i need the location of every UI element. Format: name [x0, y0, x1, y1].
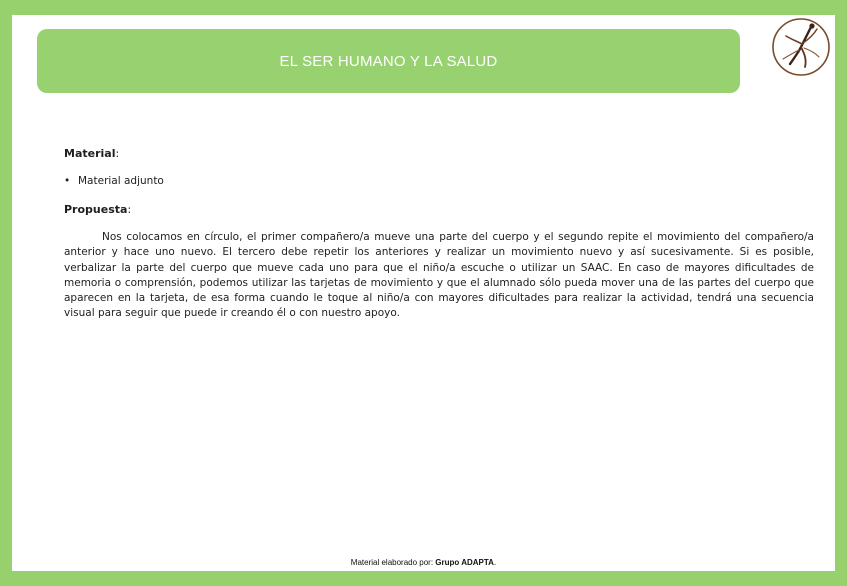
- title-banner: [37, 29, 740, 93]
- material-heading-colon: :: [115, 147, 120, 160]
- dancer-logo-icon: [771, 17, 831, 77]
- footer-suffix: .: [493, 558, 497, 567]
- footer-credit: [12, 558, 835, 567]
- propuesta-heading: [64, 203, 814, 216]
- document-page: [12, 15, 835, 571]
- propuesta-heading-colon: :: [127, 203, 132, 216]
- material-list: [64, 175, 814, 187]
- propuesta-paragraph: Nos colocamos en círculo, el primer compañero/a mueve una parte del cuerpo y el segundo repite el movimiento del compañero/a anterior y hace uno nuevo. El tercero debe repetir los anteriores y realizar un movimiento nuevo y así sucesivamente. Si es posible, verbalizar la parte del cuerpo que mueve cada uno para que el niño/a escuche o utilizar un SAAC. En caso de mayores dificultades de memoria o comprensión, podemos utilizar las tarjetas de movimiento y que el alumnado sólo pueda mover una de las partes del cuerpo que aparecen en la tarjeta, de esa forma cuando le toque al niño/a con mayores dificultades para realizar la actividad, tendrá una secuencia visual para seguir que puede ir creando él o con nuestro apoyo.: [64, 231, 814, 320]
- footer-org: Grupo ADAPTA: [435, 558, 494, 567]
- propuesta-heading-label: Propuesta: [64, 203, 128, 216]
- list-item: • Material adjunto: [64, 175, 814, 187]
- document-content: [64, 147, 814, 322]
- material-heading-label: Material: [64, 147, 116, 160]
- footer-prefix: Material elaborado por:: [350, 558, 436, 567]
- material-heading: [64, 147, 814, 160]
- page-title: EL SER HUMANO Y LA SALUD: [279, 52, 498, 70]
